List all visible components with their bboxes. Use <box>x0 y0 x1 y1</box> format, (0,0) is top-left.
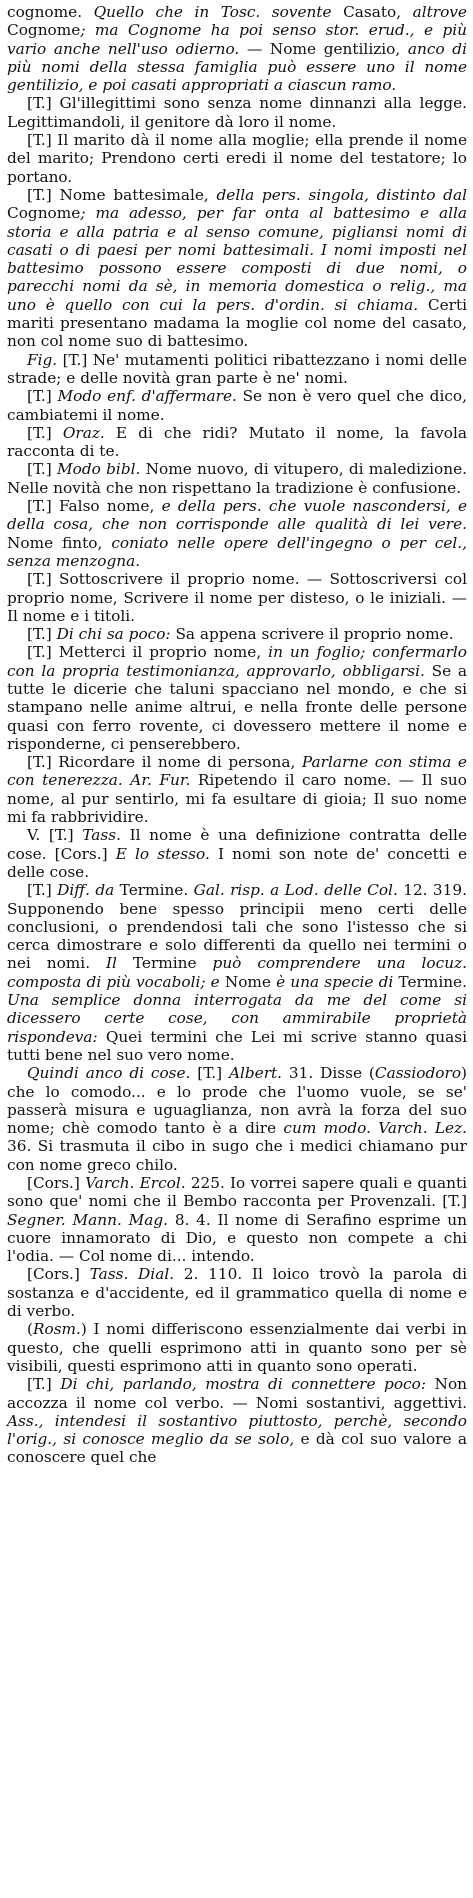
entry-paragraph <box>7 131 467 186</box>
text-run: [T.] <box>27 881 58 900</box>
text-run: 36. Si trasmuta il cibo in sugo che i medici chiamano pur con nome greco chilo. <box>7 1137 467 1174</box>
italic-text: Di chi sa poco: <box>56 625 171 644</box>
entry-paragraph <box>7 3 467 94</box>
entry-paragraph <box>7 460 467 497</box>
text-run: 225. Io vorrei sapere quali e quanti sono que' nomi che il Bembo racconta per Provenzali. [T.] <box>7 1174 467 1211</box>
text-run: I nomi son note de' concetti e delle cose. <box>7 844 467 881</box>
text-run: Termine. <box>393 972 467 991</box>
text-run: [T.] <box>27 625 57 644</box>
text-run: [T.] <box>27 1375 61 1394</box>
text-run: [T.] Sottoscrivere il proprio nome. — Sottoscriversi col proprio nome, Scrivere il nome per disteso, o le iniziali. — Il nome e i titoli. <box>7 570 467 625</box>
text-run: e dà col suo valore a conoscere quel che <box>7 1430 467 1467</box>
entry-paragraph <box>7 1320 467 1375</box>
text-run: 2. 110. Il loico trovò la parola di sostanza e d'accidente, ed il grammatico quella di nome e di verbo. <box>7 1265 467 1321</box>
text-run: Nome nuovo, di vitupero, di maledizione. Nelle novità che non rispettano la tradizione è confusione. <box>7 460 467 497</box>
italic-text: e della pers. che vuole nascondersi, e della cosa, che non corrisponde alle qualità di lei vere. <box>7 497 468 534</box>
italic-text: E lo stesso. <box>115 844 210 863</box>
text-run: Certi mariti presentano madama la moglie col nome del casato, non col nome suo di battesimo. <box>7 295 467 351</box>
entry-paragraph <box>7 881 467 1064</box>
text-run: [T.] <box>27 423 63 442</box>
entry-paragraph <box>7 1375 467 1466</box>
italic-text: ; ma Cognome ha poi senso stor. erud., e più vario anche nell'uso odierno. <box>7 21 467 58</box>
text-run: Non accozza il nome col verbo. — Nomi sostantivi, aggettivi. <box>7 1375 468 1412</box>
text-run: Termine. <box>114 881 194 900</box>
entry-paragraph <box>7 570 467 625</box>
text-run: Casato, <box>343 3 413 21</box>
italic-text: Albert. <box>228 1064 283 1083</box>
italic-text: Segner. Mann. Mag. <box>7 1210 169 1229</box>
text-run: [Cors.] <box>27 1265 90 1284</box>
text-run: Nome finto, <box>7 533 112 552</box>
italic-text: altrove <box>412 3 467 21</box>
text-run: Ripetendo il caro nome. — Il suo nome, al pur sentirlo, mi fa esultare di gioia; Il suo nome mi fa rabbrividire. <box>7 771 467 827</box>
entry-paragraph <box>7 424 467 461</box>
italic-text: è una specie di <box>276 972 394 991</box>
text-run: ( <box>27 1320 33 1339</box>
italic-text: coniato nelle opere dell'ingegno o per cel., senza menzogna. <box>7 533 467 570</box>
italic-text: Varch. Ercol. <box>85 1174 186 1192</box>
italic-text: Di chi, parlando, mostra di connettere poco: <box>60 1375 426 1394</box>
italic-text: può comprendere una locuz. composta di più vocaboli; e <box>7 954 467 991</box>
entry-paragraph <box>7 625 467 643</box>
text-run: 31. Disse ( <box>282 1064 375 1083</box>
italic-text: cum modo. Varch. Lez. <box>283 1119 467 1138</box>
text-run: [T.] Nome battesimale, <box>27 185 217 204</box>
entry-paragraph <box>7 826 467 881</box>
text-run: [T.] <box>27 460 58 479</box>
italic-text: Quindi anco di cose. <box>27 1064 191 1083</box>
entry-paragraph <box>7 186 467 351</box>
text-run: ) che lo comodo... e lo prode che l'uomo vuole, se se' passerà misura e uguaglianza, non avrà la forza del suo nome; chè comodo tanto è a dire <box>7 1064 467 1138</box>
italic-text: anco di più nomi della stessa famiglia può essere uno il nome gentilizio, e poi casati appropriati a ciascun ramo. <box>7 39 467 95</box>
italic-text: Parlarne con stima e con tenerezza. Ar. Fur. <box>7 753 467 790</box>
italic-text: Oraz. <box>62 423 105 442</box>
text-run: Se non è vero quel che dico, cambiatemi il nome. <box>7 387 467 424</box>
text-run: [T.] Falso nome, <box>27 497 162 516</box>
italic-text: Modo bibl. <box>57 460 141 479</box>
text-run: Il nome è una definizione contratta delle cose. [Cors.] <box>7 826 467 863</box>
italic-text: Rosm. <box>32 1320 81 1339</box>
entry-paragraph <box>7 1174 467 1265</box>
italic-text: Modo enf. d'affermare. <box>57 387 237 406</box>
italic-text: Tass. <box>82 826 121 845</box>
italic-text: Diff. da <box>57 881 115 900</box>
text-run: ) I nomi differiscono essenzialmente dai verbi in questo, che quelli esprimono atti in quanto sono per sè visibili, questi esprimono atti in quanto sono operati. <box>7 1320 467 1375</box>
text-run: V. [T.] <box>27 826 83 845</box>
text-run: Cognome <box>7 204 81 223</box>
text-run: [Cors.] <box>27 1174 86 1192</box>
entry-paragraph <box>7 351 467 388</box>
entry-paragraph <box>7 497 467 570</box>
text-run: 8. 4. Il nome di Serafino esprime un cuore innamorato di Dio, e questo non compete a chi l'odia. — Col nome di... intendo. <box>7 1210 468 1266</box>
text-run: Nome <box>219 972 277 991</box>
italic-text: Fig. <box>27 350 58 369</box>
text-run: [T.] <box>190 1064 229 1083</box>
text-run: 12. 319. Supponendo bene spesso principii meno certi delle conclusioni, o prendendosi tali che sono l'istesso che si cerca dimostrare e solo differenti da quello nei termini o nei nomi. <box>7 881 467 973</box>
italic-text: Tass. Dial. <box>89 1265 175 1284</box>
italic-text: della pers. singola, distinto dal <box>216 185 467 204</box>
entry-paragraph <box>7 1265 467 1320</box>
text-run: Cognome <box>7 21 81 40</box>
text-run: Termine <box>116 954 213 973</box>
text-run: Sa appena scrivere il proprio nome. <box>170 625 454 644</box>
text-run: Se a tutte le dicerie che taluni spacciano nel mondo, e che si stampano nelle anime altrui, e nella fronte delle persone quasi con ferro rovente, ci dovessero mettere il nome e risponderne, ci penserebbero. <box>7 661 467 753</box>
entry-paragraph <box>7 1064 467 1174</box>
text-run: [T.] <box>27 387 58 406</box>
italic-text: Quello che in Tosc. sovente <box>93 3 344 21</box>
entry-paragraph <box>7 94 467 131</box>
italic-text: Cassiodoro <box>374 1064 462 1083</box>
italic-text: Gal. risp. a Lod. delle Col. <box>193 881 398 900</box>
italic-text: in un foglio; confermarlo con la propria testimonianza, approvarlo, obbligarsi. <box>7 643 467 680</box>
text-run: [T.] Il marito dà il nome alla moglie; ella prende il nome del marito; Prendono certi eredi il nome del testatore; lo portano. <box>7 131 467 186</box>
entry-paragraph <box>7 387 467 424</box>
text-run: E di che ridi? Mutato il nome, la favola racconta di te. <box>7 423 467 461</box>
text-run: [T.] Ne' mutamenti politici ribattezzano i nomi delle strade; e delle novità gran parte è ne' nomi. <box>7 350 467 387</box>
italic-text: Il <box>106 954 117 973</box>
italic-text: Una semplice donna interrogata da me del come si dicessero certe cose, con ammirabile proprietà rispondeva: <box>7 991 467 1046</box>
italic-text: Ass., intendesi il sostantivo piuttosto, perchè, secondo l'orig., si conosce meglio da se solo, <box>7 1411 467 1449</box>
text-run: [T.] Gl'illegittimi sono senza nome dinnanzi alla legge. Legittimandoli, il genitore dà loro il nome. <box>7 94 467 131</box>
text-run: cognome. <box>7 3 94 21</box>
italic-text: ; ma adesso, per far onta al battesimo e alla storia e alla patria e al senso comune, pigliansi nomi di casati o di paesi per nomi battesimali. I nomi imposti nel battesimo possono essere composti di due nomi, o parecchi nomi da sè, in memoria domestica o relig., ma uno è quello con cui la pers. d'ordin. si chiama. <box>7 204 467 314</box>
entry-paragraph <box>7 753 467 826</box>
text-run: Quei termini che Lei mi scrive stanno quasi tutti bene nel suo vero nome. <box>7 1027 467 1064</box>
text-run: [T.] Metterci il proprio nome, <box>27 643 269 662</box>
text-run: [T.] Ricordare il nome di persona, <box>27 753 302 772</box>
entry-paragraph <box>7 643 467 753</box>
text-run: — Nome gentilizio, <box>239 39 408 58</box>
